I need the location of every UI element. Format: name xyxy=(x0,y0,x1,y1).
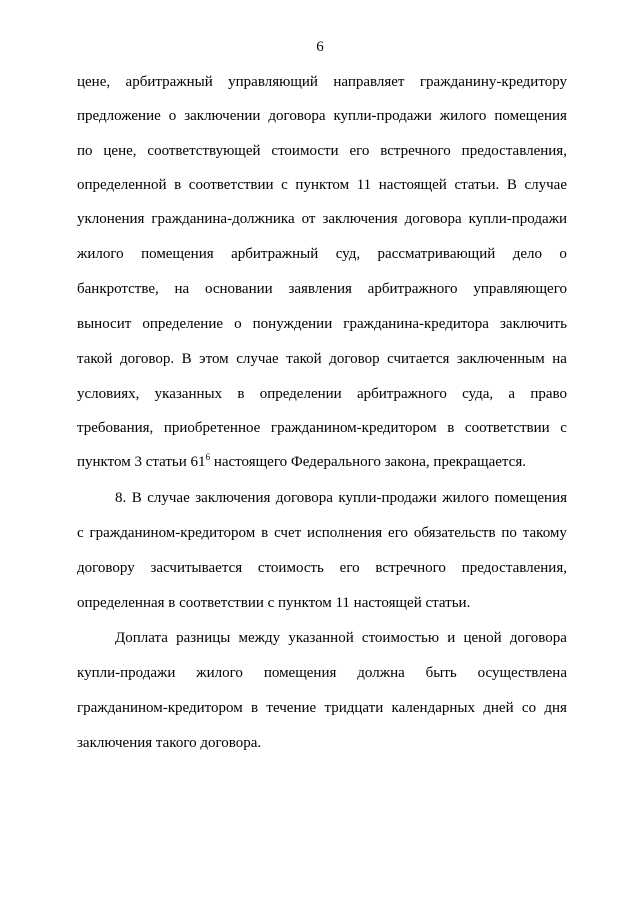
word: Доплата xyxy=(115,630,168,646)
word: заявления xyxy=(288,281,352,297)
word: указанной xyxy=(288,630,354,646)
word: выносит xyxy=(77,316,132,332)
word: между xyxy=(238,630,281,646)
word: купли-продажи xyxy=(333,108,432,124)
superscript: 6 xyxy=(205,452,211,462)
word: определение xyxy=(142,316,224,332)
word: его xyxy=(339,560,360,576)
word: тридцати xyxy=(324,700,384,716)
text-line xyxy=(77,245,567,263)
paragraph-first-line xyxy=(115,629,567,647)
text-line-with-superscript xyxy=(77,453,567,471)
word: случае xyxy=(236,351,279,367)
word: жилого xyxy=(439,108,487,124)
word: договора xyxy=(275,490,333,506)
word: соответствии xyxy=(188,177,274,193)
paragraph-last-line: заключения такого договора. xyxy=(77,735,262,751)
text-line xyxy=(77,559,567,577)
text-fragment: пунктом 3 статьи 61 xyxy=(77,454,206,470)
word: гражданином-кредитором xyxy=(270,420,437,436)
word: арбитражного xyxy=(367,281,458,297)
word: заключенным xyxy=(456,351,545,367)
word: помещения xyxy=(494,108,567,124)
word: о xyxy=(168,108,177,124)
word: гражданина-должника xyxy=(151,211,295,227)
word: гражданина-кредитора xyxy=(343,316,489,332)
word: предоставления, xyxy=(461,560,567,576)
word: этом xyxy=(199,351,229,367)
word: помещения xyxy=(263,665,337,681)
word: купли-продажи xyxy=(77,665,176,681)
word: управляющего xyxy=(473,281,567,297)
word: встречного xyxy=(375,560,446,576)
text-line xyxy=(77,385,567,403)
word: арбитражного xyxy=(356,386,447,402)
word: такому xyxy=(522,525,567,541)
text-line xyxy=(77,280,567,298)
word: со xyxy=(521,700,537,716)
word: течение xyxy=(266,700,317,716)
word: договора xyxy=(509,630,567,646)
word: засчитывается xyxy=(150,560,243,576)
word: 11 xyxy=(356,177,372,193)
word: по xyxy=(77,143,93,159)
word: быть xyxy=(425,665,457,681)
word: В xyxy=(506,177,517,193)
word: обязательств xyxy=(413,525,496,541)
word: на xyxy=(174,281,190,297)
word: по xyxy=(501,525,517,541)
word: дело xyxy=(512,246,542,262)
word: купли-продажи xyxy=(338,490,437,506)
word: условиях, xyxy=(77,386,140,402)
word: пунктом xyxy=(295,177,350,193)
word: понуждении xyxy=(252,316,333,332)
word: исполнения xyxy=(307,525,383,541)
word: цене, xyxy=(77,74,111,90)
word: его xyxy=(388,525,408,541)
word: гражданином-кредитором xyxy=(89,525,256,541)
word: о xyxy=(234,316,242,332)
word: указанных xyxy=(154,386,223,402)
word: стоимость xyxy=(257,560,324,576)
word: В xyxy=(181,351,192,367)
word: договора xyxy=(404,211,462,227)
word: жилого xyxy=(77,246,124,262)
word: а xyxy=(508,386,516,402)
word: банкротстве, xyxy=(77,281,159,297)
word: жилого xyxy=(196,665,243,681)
word: договор xyxy=(329,351,380,367)
word: календарных xyxy=(391,700,475,716)
word: арбитражный xyxy=(231,246,319,262)
word: договор. xyxy=(119,351,175,367)
word: в xyxy=(251,700,259,716)
word: от xyxy=(301,211,316,227)
word: в xyxy=(174,177,182,193)
text-line xyxy=(77,419,567,437)
word: 8. xyxy=(115,490,127,506)
word: гражданином-кредитором xyxy=(77,700,243,716)
word: с xyxy=(77,525,84,541)
word: стоимостью xyxy=(361,630,440,646)
word: настоящей xyxy=(378,177,447,193)
text-line xyxy=(77,107,567,125)
word: определении xyxy=(259,386,342,402)
text-line xyxy=(77,73,567,91)
word: договору xyxy=(77,560,135,576)
word: основании xyxy=(204,281,273,297)
word: соответствии xyxy=(464,420,550,436)
word: уклонения xyxy=(77,211,145,227)
word: купли-продажи xyxy=(468,211,567,227)
word: дней xyxy=(483,700,514,716)
word: в xyxy=(447,420,455,436)
word: жилого xyxy=(442,490,489,506)
word: предоставления, xyxy=(461,143,567,159)
word: арбитражный xyxy=(125,74,213,90)
word: управляющий xyxy=(228,74,318,90)
word: с xyxy=(560,420,567,436)
word: осуществлена xyxy=(477,665,567,681)
word: В xyxy=(131,490,142,506)
word: соответствующей xyxy=(147,143,261,159)
word: цене, xyxy=(103,143,137,159)
word: случае xyxy=(147,490,190,506)
text-fragment: настоящего Федерального закона, прекращается. xyxy=(210,454,526,470)
word: ценой xyxy=(463,630,502,646)
word: его xyxy=(349,143,370,159)
word: встречного xyxy=(380,143,451,159)
word: рассматривающий xyxy=(377,246,496,262)
word: статьи. xyxy=(454,177,500,193)
word: право xyxy=(530,386,567,402)
paragraph-first-line xyxy=(115,489,567,507)
word: помещения xyxy=(494,490,567,506)
word: такой xyxy=(77,351,113,367)
text-line xyxy=(77,210,567,228)
text-line xyxy=(77,699,567,717)
text-line xyxy=(77,524,567,542)
word: помещения xyxy=(141,246,214,262)
word: суд, xyxy=(335,246,361,262)
word: заключения xyxy=(322,211,398,227)
word: дня xyxy=(544,700,567,716)
word: суда, xyxy=(462,386,494,402)
word: заключить xyxy=(499,316,567,332)
word: считается xyxy=(387,351,450,367)
text-line xyxy=(77,315,567,333)
word: и xyxy=(447,630,456,646)
text-line xyxy=(77,664,567,682)
word: предложение xyxy=(77,108,161,124)
text-line xyxy=(77,350,567,368)
word: с xyxy=(281,177,288,193)
text-line xyxy=(77,142,567,160)
word: договора xyxy=(268,108,326,124)
word: стоимости xyxy=(271,143,339,159)
word: требования, xyxy=(77,420,154,436)
word: на xyxy=(552,351,567,367)
word: в xyxy=(261,525,269,541)
word: заключения xyxy=(195,490,271,506)
page-number: 6 xyxy=(316,39,324,55)
word: должна xyxy=(357,665,405,681)
text-line xyxy=(77,176,567,194)
word: гражданину-кредитору xyxy=(419,74,567,90)
word: случае xyxy=(524,177,567,193)
word: в xyxy=(237,386,245,402)
word: разницы xyxy=(176,630,231,646)
word: о xyxy=(559,246,567,262)
word: определенной xyxy=(77,177,167,193)
word: заключении xyxy=(184,108,261,124)
paragraph-last-line: определенная в соответствии с пунктом 11 настоящей статьи. xyxy=(77,595,471,611)
word: направляет xyxy=(333,74,405,90)
word: счет xyxy=(274,525,302,541)
word: приобретенное xyxy=(163,420,261,436)
word: такой xyxy=(286,351,322,367)
